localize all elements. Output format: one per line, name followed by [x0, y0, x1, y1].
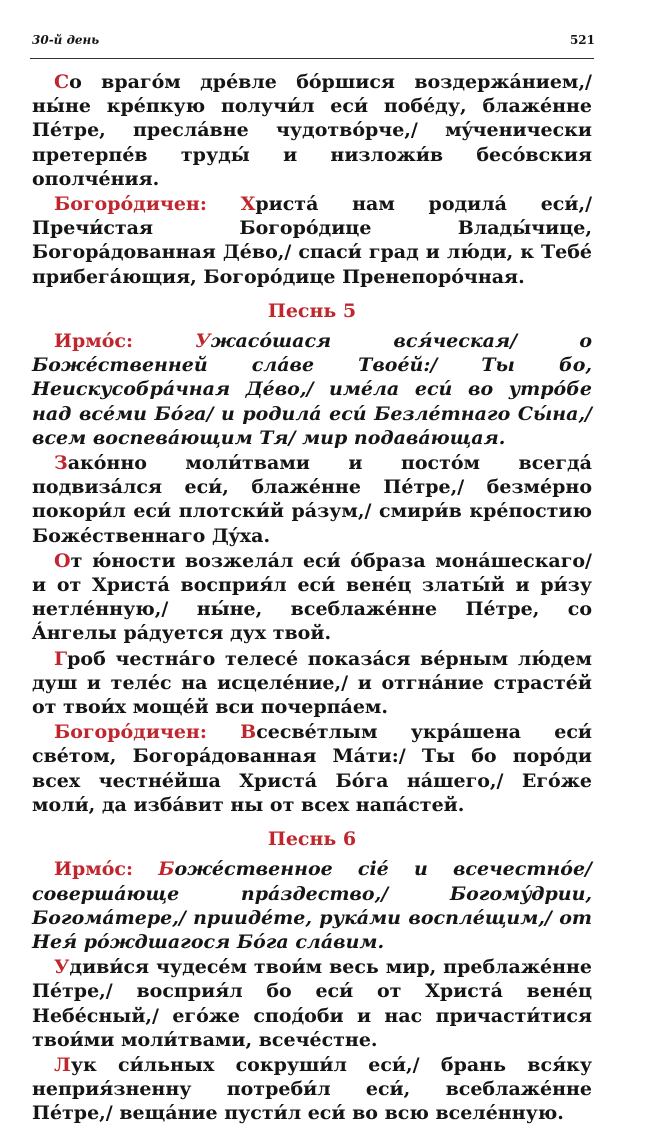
hymn-text: ристá нам родилá еси́,/ Пречи́стая Богорóдице Влады́чице, Богорáдованная Дéво,/ спаси́ град и лю́ди, к Тебé прибегáющия, Богорóдице Пренепорóчная.	[32, 193, 593, 288]
initial-letter: Б	[158, 858, 175, 881]
hymn-text: сесвéтлым укрáшена еси́ свéтом, Богорáдованная Мáти:/ Ты бо порóди всех честнéйша Христá Бóга нáшего,/ Егóже моли́, да избáвит ны от всех напáстей.	[32, 721, 593, 816]
hymn-text: о врагóм дрéвле бóршися воздержáнием,/ ны́не крéпкую получи́л еси́ побéду, блажéнне Пéтре, преслáвне чудотвóрче,/ мýченически претерпéв труды́ и низложи́в бесóвския ополчéния.	[32, 71, 592, 190]
section-heading: Песнь 6	[267, 828, 357, 851]
initial-letter: З	[54, 452, 68, 475]
initial-letter: Г	[54, 647, 68, 670]
hymn-label: Ирмóс:	[54, 330, 196, 353]
hymn-labeled-paragraph	[32, 720, 592, 817]
initial-letter: У	[54, 956, 70, 979]
hymn-labeled-paragraph	[32, 329, 592, 450]
initial-letter: Л	[54, 1053, 71, 1076]
hymn-paragraph	[32, 647, 592, 720]
hymn-text: диви́ся чудесéм твои́м весь мир, преблажéнне Пéтре,/ восприя́л бо еси́ от Христá венéц Небéсный,/ егóже спод́оби и нас причасти́тися твои́ми моли́твами, всечéстне.	[32, 956, 592, 1051]
initial-letter: У	[195, 330, 211, 353]
page-number: 521	[569, 33, 595, 47]
hymn-text: ук си́льных сокруши́л еси́,/ брань вся́ку неприя́зненну потреби́л еси́, всеблажéнне Пéтре,/ вещáние пусти́л еси́ во всю вселéнную.	[32, 1053, 592, 1125]
hymn-paragraph	[32, 70, 592, 191]
initial-letter: В	[240, 721, 257, 744]
header-rule	[30, 58, 594, 59]
hymn-label: Богорóдичен:	[54, 721, 241, 744]
running-head	[32, 33, 595, 51]
hymn-paragraph	[32, 451, 592, 548]
hymn-labeled-paragraph	[32, 192, 592, 289]
initial-letter: С	[54, 71, 70, 93]
hymn-text: т ю́ности возжелáл еси́ óбраза монáшескаго/ и от Христá восприя́л еси́ венéц златы́й и ри́зу нетлéнную,/ ны́не, всеблажéнне Пéтре, со Áнгелы рáдуется дух твой.	[32, 549, 592, 645]
hymn-paragraph	[32, 955, 592, 1052]
running-head-title: 30-й день	[32, 33, 100, 47]
hymn-labeled-paragraph	[32, 857, 592, 954]
hymn-label: Богорóдичен:	[54, 193, 241, 216]
hymn-text: роб честнáго телесé показáся вéрным лю́дем душ и телéс на исцелéние,/ и отгнáние страстéй от твои́х мощéй вси почерпáем.	[32, 647, 592, 719]
liturgical-text	[32, 70, 592, 1127]
hymn-paragraph	[32, 1053, 592, 1126]
hymn-text: акóнно моли́твами и постóм всегдá подвизáлся еси́, блажéнне Пéтре,/ безмéрно покори́л еси́ плотски́й рáзум,/ смири́в крéпостию Божéственнаго Дýха.	[32, 452, 592, 547]
initial-letter: Х	[240, 193, 256, 216]
hymn-text: жасóшася вся́ческая/ о Божéственней слáве Твоéй:/ Ты бо, Неискусобрáчная Дéво,/ имéла еси́ во утрóбе над всéми Бóга/ и родилá еси́ Безлéтнаго Сы́на,/ всем воспевáющим Тя/ мир подавáющая.	[32, 330, 592, 449]
section-heading: Песнь 5	[267, 299, 357, 322]
initial-letter: О	[54, 549, 71, 572]
hymn-text: ожéственное сié и всечестнóе/ совершáюще прáздество,/ Богомýдрии, Богомáтере,/ приидéте, рукáми восплéщим,/ от Нея́ рóждшагося Бóга слáвим.	[32, 858, 592, 953]
hymn-paragraph	[32, 549, 592, 646]
hymn-label: Ирмóс:	[54, 858, 159, 881]
